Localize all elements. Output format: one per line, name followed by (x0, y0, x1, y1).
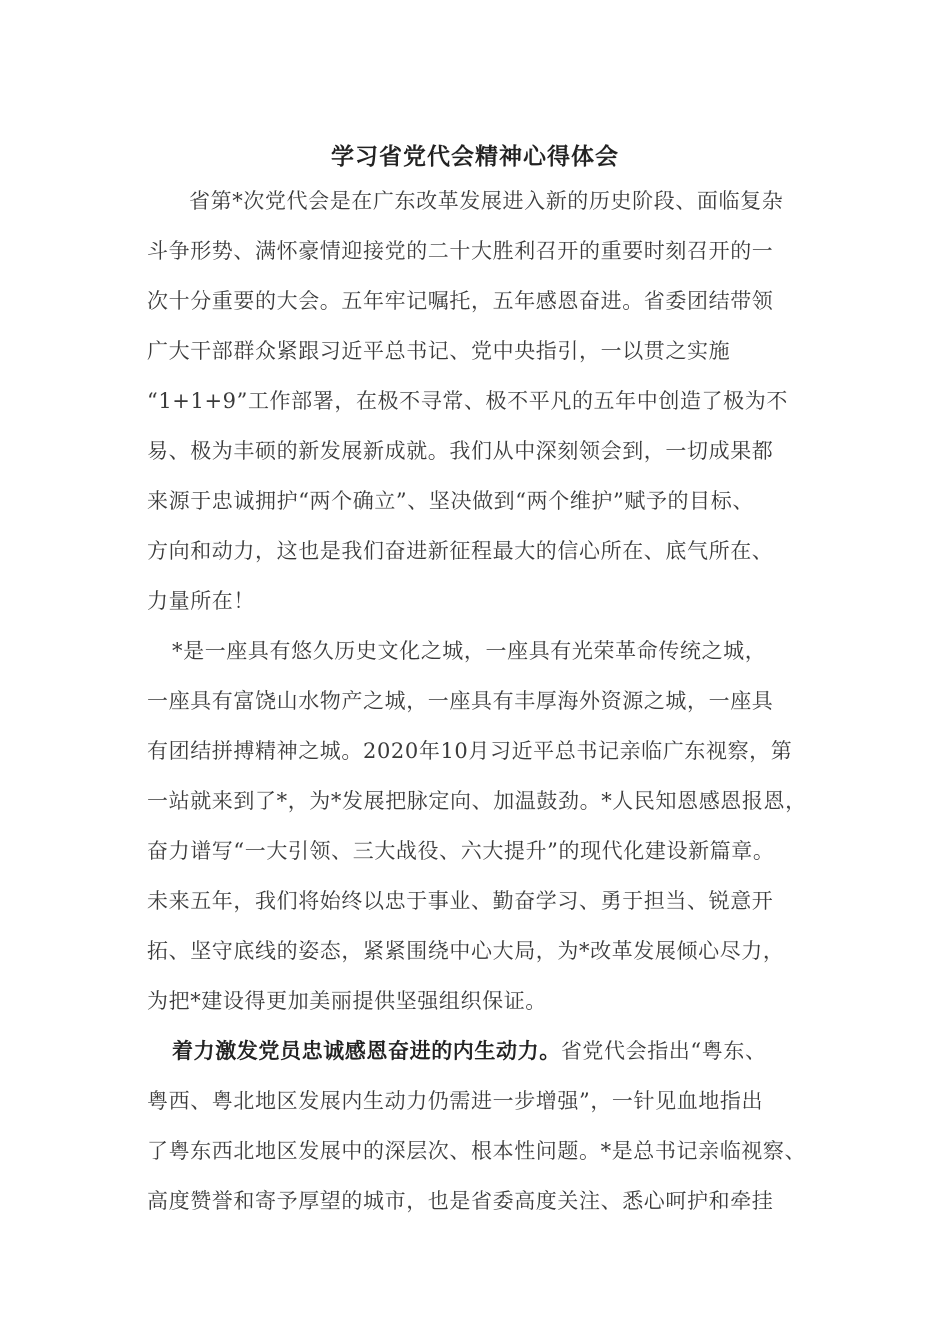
text-line: 奋力谱写“一大引领、三大战役、六大提升”的现代化建设新篇章。 (147, 839, 775, 863)
text-line: 一座具有富饶山水物产之城，一座具有丰厚海外资源之城，一座具 (147, 689, 774, 713)
text-line: 有团结拼搏精神之城。2020年10月习近平总书记亲临广东视察，第 (147, 739, 793, 763)
document-title: 学习省党代会精神心得体会 (331, 143, 619, 170)
text-line: 斗争形势、满怀豪情迎接党的二十大胜利召开的重要时刻召开的一 (147, 239, 774, 263)
text-line: 高度赞誉和寄予厚望的城市，也是省委高度关注、悉心呵护和牵挂 (147, 1189, 774, 1213)
text-line: *是一座具有悠久历史文化之城，一座具有光荣革命传统之城， (172, 639, 767, 663)
text-line: “1+1+9”工作部署，在极不寻常、极不平凡的五年中创造了极为不 (147, 389, 788, 413)
text-line: 未来五年，我们将始终以忠于事业、勤奋学习、勇于担当、锐意开 (147, 889, 774, 913)
section-heading: 着力激发党员忠诚感恩奋进的内生动力。 (172, 1038, 561, 1063)
text-span: 省党代会指出“粤东、 (560, 1039, 767, 1063)
text-line: 来源于忠诚拥护“两个确立”、坚决做到“两个维护”赋予的目标、 (147, 489, 754, 513)
text-line: 为把*建设得更加美丽提供坚强组织保证。 (147, 989, 547, 1013)
text-line: 拓、坚守底线的姿态，紧紧围绕中心大局，为*改革发展倾心尽力， (147, 939, 785, 963)
text-line: 省第*次党代会是在广东改革发展进入新的历史阶段、面临复杂 (189, 189, 784, 213)
text-line: 了粤东西北地区发展中的深层次、根本性问题。*是总书记亲临视察、 (147, 1139, 807, 1163)
text-line: 广大干部群众紧跟习近平总书记、党中央指引，一以贯之实施 (147, 339, 731, 363)
text-line: 力量所在！ (147, 589, 255, 613)
text-line: 一站就来到了*，为*发展把脉定向、加温鼓劲。*人民知恩感恩报恩， (147, 789, 807, 813)
text-line: 次十分重要的大会。五年牢记嘱托，五年感恩奋进。省委团结带领 (147, 289, 774, 313)
text-line: 方向和动力，这也是我们奋进新征程最大的信心所在、底气所在、 (147, 539, 774, 563)
text-line (172, 1037, 767, 1065)
text-line: 粤西、粤北地区发展内生动力仍需进一步增强”，一针见血地指出 (147, 1089, 764, 1113)
text-line: 易、极为丰硕的新发展新成就。我们从中深刻领会到，一切成果都 (147, 439, 774, 463)
